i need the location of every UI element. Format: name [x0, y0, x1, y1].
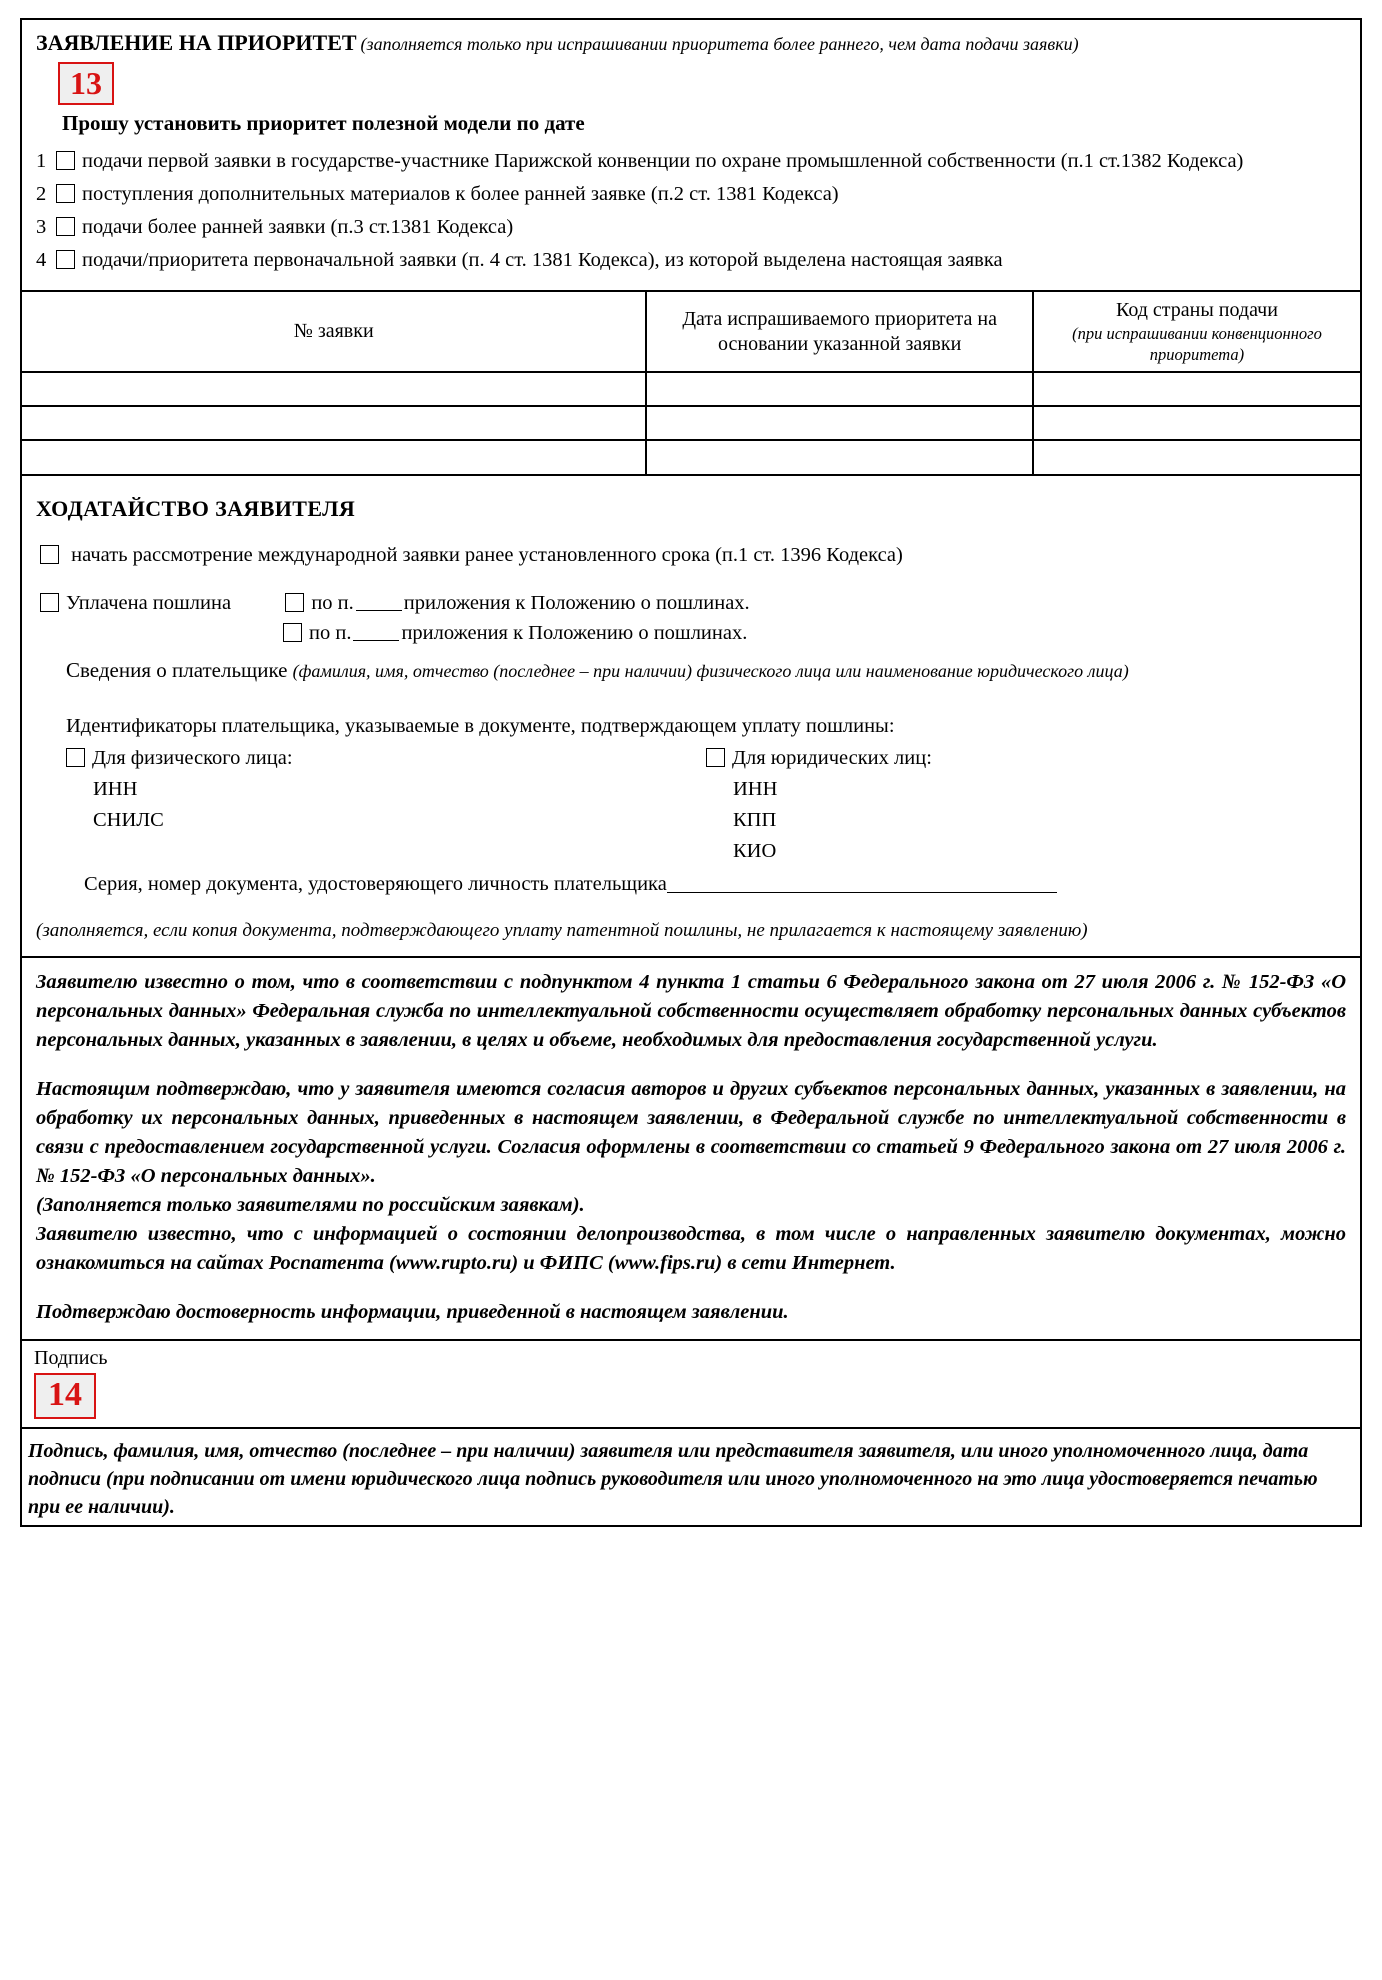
cell-country-code[interactable] [1033, 406, 1360, 440]
payer-note: (фамилия, имя, отчество (последнее – при наличии) физического лица или наименование юридического лица) [292, 661, 1129, 681]
table-row[interactable] [22, 372, 1360, 406]
checkbox-fee-item-2[interactable] [283, 623, 302, 642]
checkbox-natural-person[interactable] [66, 748, 85, 767]
fee-item-2-input[interactable] [353, 640, 399, 641]
fee-item-2-prefix: по п. [309, 622, 352, 644]
fee-paid-label: Уплачена пошлина [66, 592, 232, 614]
table-header-row [22, 292, 1360, 372]
checkbox-legal-person[interactable] [706, 748, 725, 767]
priority-title-note: (заполняется только при испрашивании приоритета более раннего, чем дата подачи заявки) [360, 34, 1079, 54]
cell-country-code[interactable] [1033, 372, 1360, 406]
checkbox-early-examination[interactable] [40, 545, 59, 564]
priority-option-3-label: подачи более ранней заявки (п.3 ст.1381 Кодекса) [82, 216, 514, 238]
priority-table-section [22, 292, 1360, 474]
fee-item-2-suffix: приложения к Положению о пошлинах. [401, 622, 748, 644]
natural-field-snils[interactable]: СНИЛС [93, 809, 164, 831]
priority-title: ЗАЯВЛЕНИЕ НА ПРИОРИТЕТ [36, 30, 357, 55]
th-country-code-label: Код страны подачи [1115, 299, 1278, 321]
fee-item-2-row[interactable] [279, 618, 1346, 648]
payer-label: Сведения о плательщике [66, 658, 288, 682]
th-country-code-note: (при испрашивании конвенционного приоритета) [1072, 324, 1322, 364]
petition-option-label: начать рассмотрение международной заявки ранее установленного срока (п.1 ст. 1396 Кодекса) [71, 544, 903, 566]
legal-person-label: Для юридических лиц: [732, 747, 932, 769]
petition-title: ХОДАТАЙСТВО ЗАЯВИТЕЛЯ [36, 496, 356, 521]
fee-item-1-suffix: приложения к Положению о пошлинах. [403, 592, 750, 614]
legal-person-row[interactable] [706, 743, 1346, 774]
natural-person-column [66, 743, 706, 867]
petition-section [22, 474, 1360, 958]
legal-field-inn[interactable]: ИНН [733, 778, 778, 800]
priority-option-3-index: 3 [36, 216, 47, 238]
priority-title-row [36, 30, 1346, 56]
fee-item-1-prefix: по п. [311, 592, 354, 614]
signature-note: Подпись, фамилия, имя, отчество (последнее – при наличии) заявителя или представителя заявителя, или иного уполномоченного лица, дата подписи (при подписании от имени юридического лица подпись руководителя или иного уполномоченного на это лица удостоверяется печатью при ее наличии). [28, 1440, 1318, 1518]
th-country-code [1033, 292, 1360, 372]
priority-subtitle: Прошу установить приоритет полезной модели по дате [62, 111, 585, 135]
priority-section [22, 20, 1360, 292]
th-priority-date: Дата испрашиваемого приоритета на основании указанной заявки [646, 292, 1033, 372]
signature-label: Подпись [34, 1347, 108, 1369]
fill-note: (заполняется, если копия документа, подтверждающего уплату патентной пошлины, не прилагается к настоящему заявлению) [36, 920, 1088, 941]
checkbox-fee-paid[interactable] [40, 593, 59, 612]
cell-application-number[interactable] [22, 372, 646, 406]
field-number-13: 13 [58, 62, 114, 105]
declaration-5: Подтверждаю достоверность информации, приведенной в настоящем заявлении. [36, 1301, 789, 1323]
cell-country-code[interactable] [1033, 440, 1360, 474]
priority-option-4-label: подачи/приоритета первоначальной заявки (п. 4 ст. 1381 Кодекса), из которой выделена настоящая заявка [82, 249, 1003, 271]
id-document-input[interactable] [667, 892, 1057, 893]
id-document-label: Серия, номер документа, удостоверяющего личность плательщика [84, 873, 667, 895]
checkbox-priority-4[interactable] [56, 250, 75, 269]
natural-person-row[interactable] [66, 743, 706, 774]
checkbox-priority-1[interactable] [56, 151, 75, 170]
legal-person-column [706, 743, 1346, 867]
legal-field-kio[interactable]: КИО [733, 840, 777, 862]
cell-application-number[interactable] [22, 406, 646, 440]
declaration-3: (Заполняется только заявителями по российским заявкам). [36, 1194, 585, 1216]
identifiers-title: Идентификаторы плательщика, указываемые в документе, подтверждающем уплату пошлины: [66, 715, 895, 737]
priority-option-2[interactable] [36, 179, 1346, 209]
natural-person-label: Для физического лица: [92, 747, 293, 769]
priority-option-1[interactable] [36, 146, 1346, 176]
petition-option[interactable] [36, 540, 1346, 570]
checkbox-priority-3[interactable] [56, 217, 75, 236]
declarations-section [22, 958, 1360, 1341]
priority-option-4[interactable] [36, 245, 1346, 275]
priority-option-2-index: 2 [36, 183, 47, 205]
payer-info-row [66, 656, 1346, 686]
cell-application-number[interactable] [22, 440, 646, 474]
declaration-1: Заявителю известно о том, что в соответствии с подпунктом 4 пункта 1 статьи 6 Федерального закона от 27 июля 2006 г. № 152-ФЗ «О персональных данных» Федеральная служба по интеллектуальной собственности осуществляет обработку персональных данных субъектов персональных данных, указанных в заявлении, в целях и объеме, необходимых для предоставления государственной услуги. [36, 971, 1346, 1051]
priority-option-1-label: подачи первой заявки в государстве-участнике Парижской конвенции по охране промышленной собственности (п.1 ст.1382 Кодекса) [82, 150, 1244, 172]
identifiers-columns [66, 743, 1346, 867]
priority-table [22, 292, 1360, 474]
fee-paid-row[interactable] [36, 588, 1346, 618]
field-number-14: 14 [34, 1373, 96, 1419]
signature-section [22, 1341, 1360, 1525]
cell-priority-date[interactable] [646, 372, 1033, 406]
cell-priority-date[interactable] [646, 440, 1033, 474]
legal-field-kpp[interactable]: КПП [733, 809, 777, 831]
declaration-2: Настоящим подтверждаю, что у заявителя имеются согласия авторов и других субъектов персональных данных, указанных в заявлении, на обработку их персональных данных, приведенных в настоящем заявлении, в Федеральной службе по интеллектуальной собственности в связи с предоставлением государственной услуги. Согласия оформлены в соответствии со статьей 9 Федерального закона от 27 июля 2006 г. № 152-ФЗ «О персональных данных». [36, 1078, 1346, 1187]
table-row[interactable] [22, 440, 1360, 474]
table-row[interactable] [22, 406, 1360, 440]
form-outer-border [20, 18, 1362, 1527]
fee-item-1-input[interactable] [356, 610, 402, 611]
declaration-4: Заявителю известно, что с информацией о состоянии делопроизводства, в том числе о направленных заявителю документах, можно ознакомиться на сайтах Роспатента (www.rupto.ru) и ФИПС (www.fips.ru) в сети Интернет. [36, 1223, 1346, 1274]
priority-option-1-index: 1 [36, 150, 47, 172]
th-application-number: № заявки [22, 292, 646, 372]
priority-option-4-index: 4 [36, 249, 47, 271]
priority-option-3[interactable] [36, 212, 1346, 242]
cell-priority-date[interactable] [646, 406, 1033, 440]
checkbox-priority-2[interactable] [56, 184, 75, 203]
priority-option-2-label: поступления дополнительных материалов к более ранней заявке (п.2 ст. 1381 Кодекса) [82, 183, 839, 205]
checkbox-fee-item-1[interactable] [285, 593, 304, 612]
natural-field-inn[interactable]: ИНН [93, 778, 138, 800]
id-document-row[interactable] [84, 873, 1346, 896]
